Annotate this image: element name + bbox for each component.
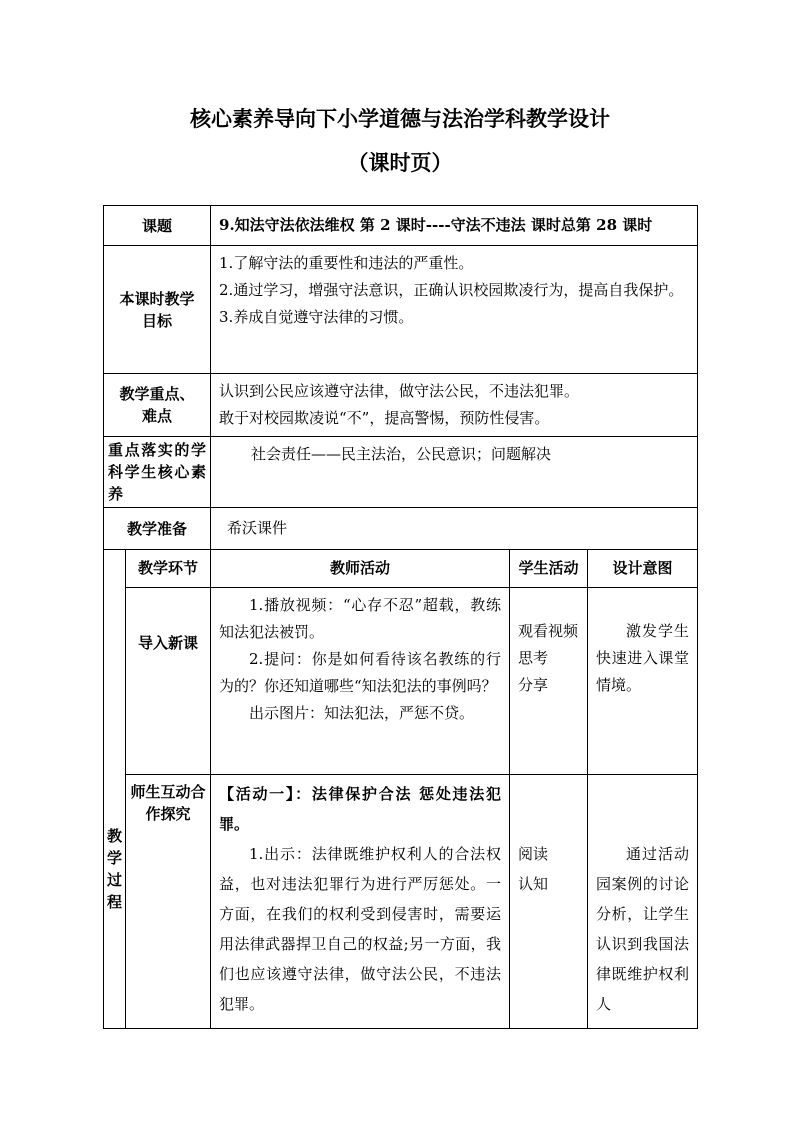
key-point: 认识到公民应该遵守法律，做守法公民，不违法犯罪。: [219, 382, 580, 400]
header-teacher: 教师活动: [211, 550, 510, 588]
topic-row: [104, 206, 698, 246]
process-side-label: 教学过程: [104, 550, 126, 1029]
prep-label: 教学准备: [104, 508, 211, 550]
intro-teacher-line: 1.播放视频：“心存不忍”超载，教练知法犯法被罚。: [219, 596, 502, 641]
key-label: [104, 374, 211, 437]
literacy-label: [104, 437, 211, 508]
goals-cell: [211, 246, 698, 374]
literacy-value: 社会责任——民主法治，公民意识；问题解决: [211, 437, 698, 508]
explore-student-line: 认知: [518, 875, 549, 893]
page-subtitle: （课时页）: [347, 151, 453, 175]
prep-row: [104, 508, 698, 550]
intro-teacher: [211, 588, 510, 775]
explore-teacher-text: 1.出示：法律既维护权利人的合法权益，也对违法犯罪行为进行严厉惩处。一方面，在我们的权利受到侵害时，需要运用法律武器捍卫自己的权益;另一方面，我们也应该遵守法律，做守法公民，不违法犯罪。: [219, 845, 502, 1013]
explore-row: [104, 775, 698, 1029]
goal-item: 1.了解守法的重要性和违法的严重性。: [219, 254, 474, 272]
key-row: [104, 374, 698, 437]
intro-intent-text: 激发学生快速进入课堂情境。: [596, 622, 690, 694]
intro-student-line: 观看视频: [518, 622, 579, 640]
intro-student: [510, 588, 588, 775]
goals-label: [104, 246, 211, 374]
goals-label-text: 本课时教学目标: [119, 289, 195, 330]
goal-item: 3.养成自觉遵守法律的习惯。: [219, 308, 414, 326]
topic-label: 课题: [104, 206, 211, 246]
explore-teacher: [211, 775, 510, 1029]
process-header-row: [104, 550, 698, 588]
header-stage: 教学环节: [126, 550, 211, 588]
explore-student: [510, 775, 588, 1029]
header-student: 学生活动: [510, 550, 588, 588]
literacy-row: [104, 437, 698, 508]
explore-student-line: 阅读: [518, 845, 549, 863]
goal-item: 2.通过学习，增强守法意识，正确认识校园欺凌行为，提高自我保护。: [219, 281, 684, 299]
explore-intent: [588, 775, 698, 1029]
activity-title: 【活动一】：法律保护合法 惩处违法犯罪。: [219, 785, 502, 833]
key-point: 敢于对校园欺凌说“不”，提高警惕，预防性侵害。: [219, 409, 550, 427]
literacy-label-text: 重点落实的学科学生核心素养: [108, 441, 207, 503]
prep-value: 希沃课件: [211, 508, 698, 550]
intro-row: [104, 588, 698, 775]
explore-stage: 师生互动合作探究: [126, 775, 211, 1029]
lesson-plan-table: [103, 205, 698, 1029]
explore-intent-text: 通过活动园案例的讨论分析，让学生认识到我国法律既维护权利人: [596, 845, 690, 1013]
intro-student-line: 分享: [518, 676, 549, 694]
intro-teacher-line: 出示图片：知法犯法，严惩不贷。: [249, 704, 475, 722]
page-title: 核心素养导向下小学道德与法治学科教学设计: [190, 107, 610, 131]
intro-intent: [588, 588, 698, 775]
intro-stage: 导入新课: [126, 588, 211, 775]
header-intent: 设计意图: [588, 550, 698, 588]
intro-student-line: 思考: [518, 649, 549, 667]
goals-row: [104, 246, 698, 374]
intro-teacher-line: 2.提问：你是如何看待该名教练的行为的？你还知道哪些“知法犯法的事例吗？: [219, 650, 502, 695]
key-label-text: 教学重点、难点: [119, 385, 195, 425]
key-cell: [211, 374, 698, 437]
topic-value: 9.知法守法依法维权 第 2 课时----守法不违法 课时总第 28 课时: [211, 206, 698, 246]
